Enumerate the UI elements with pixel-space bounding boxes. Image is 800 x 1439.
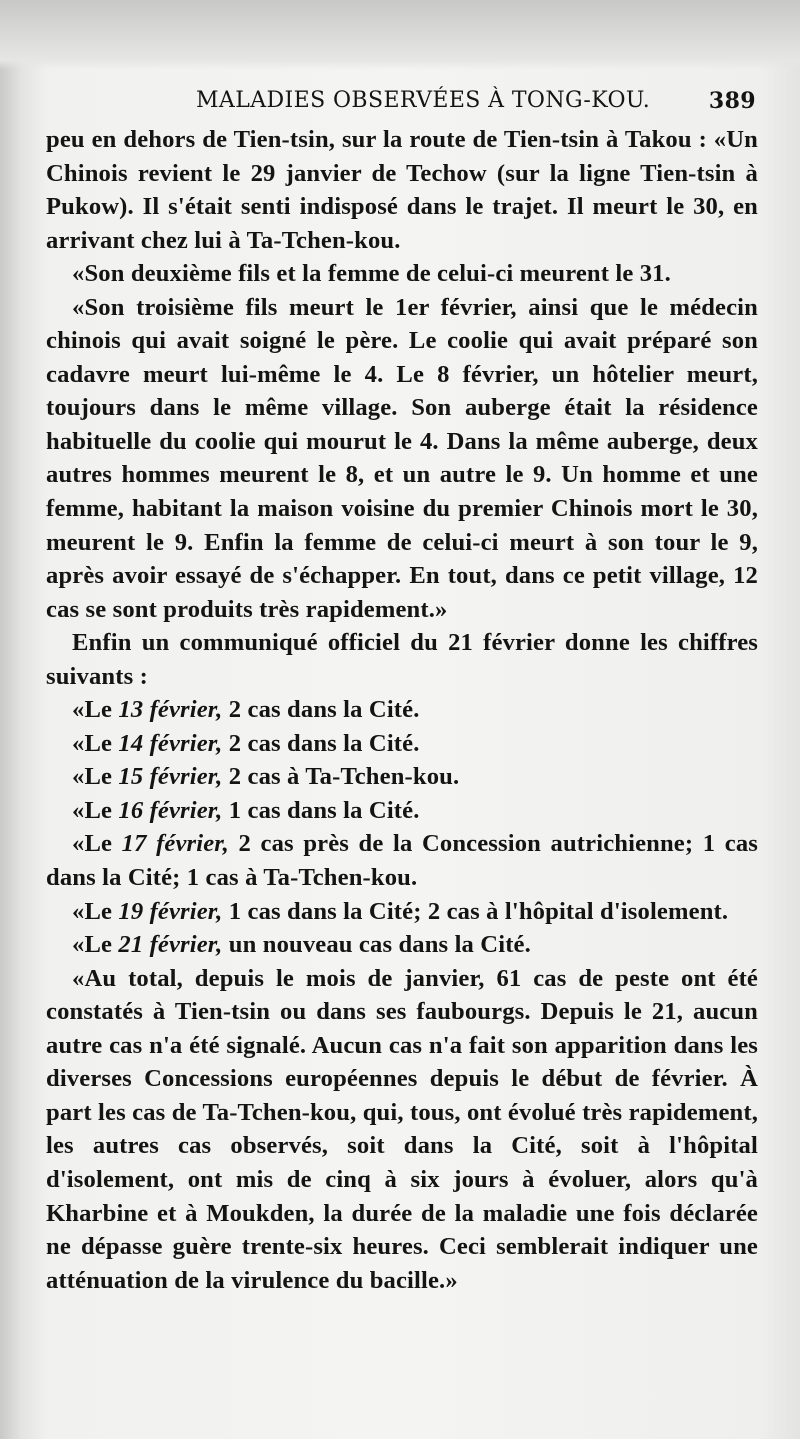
list-item: «Le 17 février, 2 cas près de la Concession autrichienne; 1 cas dans la Cité; 1 cas à Ta-Tchen-kou.: [46, 830, 758, 892]
body-text: [46, 123, 758, 1297]
list-date: 19 février,: [118, 897, 223, 925]
list-item: «Le 16 février, 1 cas dans la Cité.: [72, 796, 420, 824]
closing-paragraph: «Au total, depuis le mois de janvier, 61 cas de peste ont été constatés à Tien-tsin ou dans ses faubourgs. Depuis le 21, aucun autre cas n'a été signalé. Aucun cas n'a fait son apparition dans les diverses Concessions européennes depuis le début de février. À part les cas de Ta-Tchen-kou, qui, tous, ont évolué très rapidement, les autres cas observés, soit dans la Cité, soit à l'hôpital d'isolement, ont mis de cinq à six jours à évoluer, alors qu'à Kharbine et à Moukden, la durée de la maladie une fois déclarée ne dépasse guère trente-six heures. Ceci semblerait indiquer une atténuation de la virulence du bacille.»: [46, 964, 758, 1294]
page-number: 389: [708, 88, 756, 114]
paragraph-3: «Son troisième fils meurt le 1er février, ainsi que le médecin chinois qui avait soigné le père. Le coolie qui avait préparé son cadavre meurt lui-même le 4. Le 8 février, un hôtelier meurt, toujours dans le même village. Son auberge était la résidence habituelle du coolie qui mourut le 4. Dans la même auberge, deux autres hommes meurent le 8, et un autre le 9. Un homme et une femme, habitant la maison voisine du premier Chinois mort le 30, meurent le 9. Enfin la femme de celui-ci meurt à son tour le 9, après avoir essayé de s'échapper. En tout, dans ce petit village, 12 cas se sont produits très rapidement.»: [46, 293, 758, 623]
list-date: 21 février,: [118, 931, 223, 959]
list-date: 15 février,: [118, 763, 223, 791]
list-date: 13 février,: [118, 696, 223, 724]
list-item: «Le 14 février, 2 cas dans la Cité.: [72, 729, 420, 757]
paragraph-1: peu en dehors de Tien-tsin, sur la route de Tien-tsin à Takou : «Un Chinois revient le 29 janvier de Techow (sur la ligne Tien-tsin à Pukow). Il s'était senti indisposé dans le trajet. Il meurt le 30, en arrivant chez lui à Ta-Tchen-kou.: [46, 126, 758, 254]
paragraph-4: Enfin un communiqué officiel du 21 février donne les chiffres suivants :: [46, 629, 758, 690]
list-item: «Le 21 février, un nouveau cas dans la Cité.: [72, 931, 531, 959]
list-date: 16 février,: [118, 796, 223, 824]
running-title: MALADIES OBSERVÉES À TONG-KOU.: [196, 88, 651, 113]
list-item: «Le 19 février, 1 cas dans la Cité; 2 cas à l'hôpital d'isolement.: [72, 897, 729, 925]
paragraph-2: «Son deuxième fils et la femme de celui-ci meurent le 31.: [72, 260, 671, 288]
list-date: 14 février,: [118, 729, 223, 757]
list-item: «Le 13 février, 2 cas dans la Cité.: [72, 696, 420, 724]
page-header: [46, 84, 760, 118]
list-date: 17 février,: [121, 830, 229, 858]
list-item: «Le 15 février, 2 cas à Ta-Tchen-kou.: [72, 763, 460, 791]
